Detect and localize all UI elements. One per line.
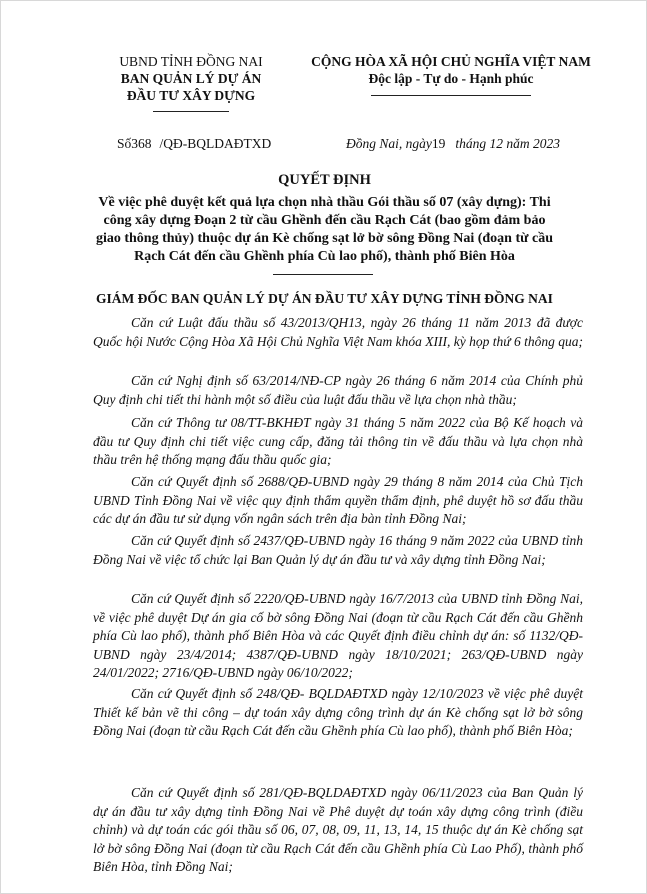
legal-basis-paragraph: Căn cứ Quyết định số 281/QĐ-BQLDAĐTXD ngày 06/11/2023 của Ban Quản lý dự án đầu tư xây dựng tỉnh Đồng Nai về Phê duyệt dự toán xây dựng công trình (điều chỉnh) và dự toán các gói thầu số 06, 07, 08, 09, 11, 13, 14, 15 thuộc dự án Kè chống sạt lở bờ sông Đồng Nai (đoạn từ cầu Rạch Cát đến cầu Ghềnh phía Cù Lao Phố), thành phố Biên Hòa, tỉnh Đồng Nai; — [93, 785, 583, 875]
date-prefix: , ngày — [398, 136, 432, 151]
number-prefix: Số — [117, 136, 132, 151]
legal-basis-paragraph: Căn cứ Nghị định số 63/2014/NĐ-CP ngày 26 tháng 6 năm 2014 của Chính phủ Quy định chi tiết thi hành một số điều của luật đấu thầu về lựa chọn nhà thầu; — [93, 373, 583, 407]
subject-line: Rạch Cát đến cầu Ghềnh phía Cù lao phố), thành phố Biên Hòa — [134, 249, 515, 264]
legal-basis-paragraph: Căn cứ Quyết định số 248/QĐ- BQLDAĐTXD ngày 12/10/2023 về việc phê duyệt Thiết kế bản vẽ thi công – dự toán xây dựng công trình dự án Kè chống sạt lở bờ sông Đồng Nai (đoạn từ cầu Rạch Cát đến cầu Ghềnh phía Cù lao phố), thành phố Biên Hòa; — [93, 686, 583, 739]
date-day: 19 — [431, 136, 446, 151]
subject-underline — [273, 274, 373, 275]
national-motto: Độc lập - Tự do - Hạnh phúc — [368, 71, 534, 86]
subject-line: công xây dựng Đoạn 2 từ cầu Ghềnh đến cầu Rạch Cát (bao gồm đảm bảo — [103, 213, 546, 228]
number-value: 368 — [131, 136, 152, 151]
legal-basis-paragraph: Căn cứ Thông tư 08/TT-BKHĐT ngày 31 tháng 5 năm 2022 của Bộ Kế hoạch và đầu tư Quy định chi tiết việc cung cấp, đăng tải thông tin về đấu thầu và lựa chọn nhà thầu trên hệ thống mạng đấu thầu quốc gia; — [93, 415, 583, 468]
decision-subject — [1, 194, 647, 266]
right-header-underline — [371, 95, 531, 96]
legal-basis-paragraph: Căn cứ Quyết định số 2688/QĐ-UBND ngày 29 tháng 8 năm 2014 của Chủ Tịch UBND Tỉnh Đồng Nai về việc quy định thẩm quyền thẩm định, phê duyệt hồ sơ đấu thầu các dự án đầu tư sử dụng vốn ngân sách trên địa bàn tỉnh Đồng Nai; — [93, 474, 583, 527]
document-number — [117, 136, 271, 152]
national-title-block — [301, 53, 601, 87]
date-month-year: tháng 12 năm 2023 — [455, 136, 561, 151]
left-header-underline — [153, 111, 229, 112]
decision-heading: QUYẾT ĐỊNH — [278, 172, 371, 188]
place-name: Đồng Nai — [346, 136, 399, 151]
legal-basis-paragraph: Căn cứ Quyết định số 2220/QĐ-UBND ngày 16/7/2013 của UBND tỉnh Đồng Nai, về việc phê duyệt Dự án gia cố bờ sông Đồng Nai (đoạn từ cầu Rạch Cát đến cầu Ghềnh phía Cù lao phố), thành phố Biên Hòa và các Quyết định điều chỉnh dự án: số 1132/QĐ-UBND ngày 23/4/2014; 4387/QĐ-UBND ngày 18/10/2021; 263/QĐ-UBND ngày 24/01/2022; 2716/QĐ-UBND ngày 06/10/2022; — [93, 591, 583, 681]
document-code: /QĐ-BQLDAĐTXD — [159, 136, 272, 151]
org-name-line2: ĐẦU TƯ XÂY DỰNG — [126, 88, 256, 103]
national-title: CỘNG HÒA XÃ HỘI CHỦ NGHĨA VIỆT NAM — [311, 54, 591, 69]
subject-line: Về việc phê duyệt kết quả lựa chọn nhà thầu Gói thầu số 07 (xây dựng): Thi — [98, 195, 551, 210]
issuing-authority — [101, 53, 281, 104]
parent-org-name: UBND TỈNH ĐỒNG NAI — [119, 54, 263, 69]
legal-basis-paragraph: Căn cứ Quyết định số 2437/QĐ-UBND ngày 16 tháng 9 năm 2022 của UBND tỉnh Đồng Nai về việc tổ chức lại Ban Quản lý dự án đầu tư và xây dựng tỉnh Đồng Nai; — [93, 533, 583, 567]
document-date — [346, 136, 560, 152]
issuing-authority-heading: GIÁM ĐỐC BAN QUẢN LÝ DỰ ÁN ĐẦU TƯ XÂY DỰNG TỈNH ĐỒNG NAI — [96, 291, 553, 306]
subject-line: giao thông thủy) thuộc dự án Kè chống sạt lở bờ sông Đồng Nai (đoạn từ cầu — [95, 231, 554, 246]
org-name-line1: BAN QUẢN LÝ DỰ ÁN — [120, 71, 262, 86]
legal-basis-paragraph: Căn cứ Luật đấu thầu số 43/2013/QH13, ngày 26 tháng 11 năm 2013 đã được Quốc hội Nước Cộng Hòa Xã Hội Chủ Nghĩa Việt Nam khóa XIII, kỳ họp thứ 6 thông qua; — [93, 315, 584, 349]
